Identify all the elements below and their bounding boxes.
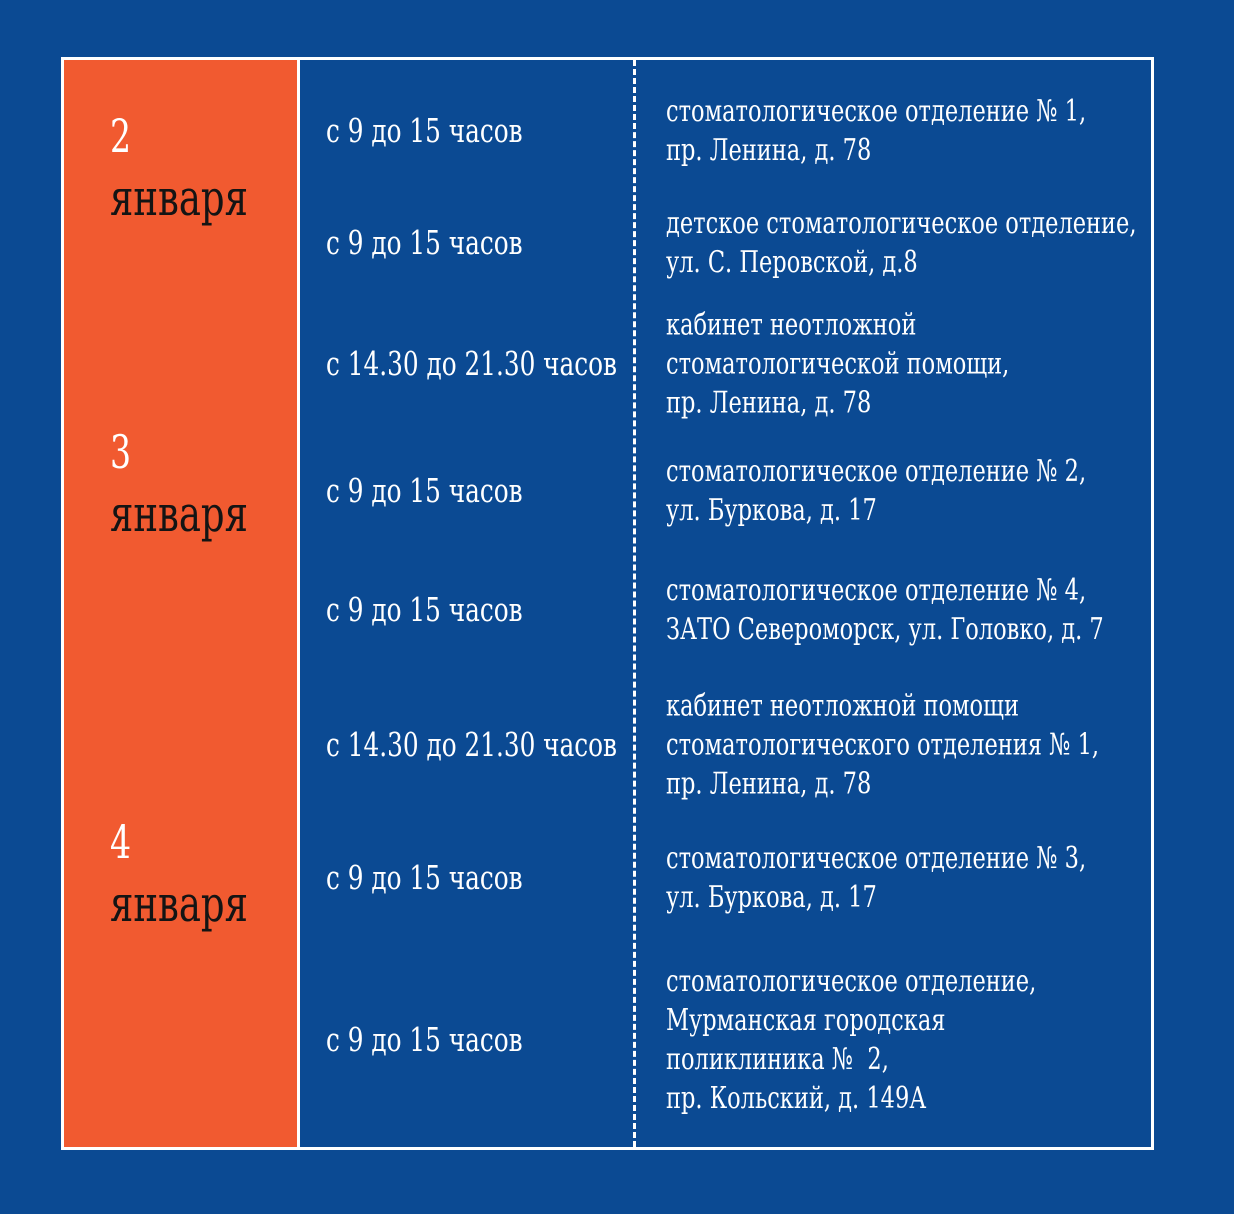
time-label: с 9 до 15 часов [326,590,523,629]
time-label: с 9 до 15 часов [326,111,523,150]
date-month: января [110,169,248,227]
time-label: с 9 до 15 часов [326,223,523,262]
place-label: стоматологическое отделение № 3, ул. Буркова, д. 17 [666,841,1087,915]
time-label: с 14.30 до 21.30 часов [326,725,617,764]
place-label: детское стоматологическое отделение, ул. С. Перовской, д.8 [666,206,1137,280]
date-block [110,420,296,544]
date-month: января [110,485,248,543]
date-block [110,104,296,228]
date-day: 2 [110,109,132,163]
date-day: 4 [110,815,132,869]
date-block [110,810,296,934]
place-label: стоматологическое отделение, Мурманская городская поликлиника № 2, пр. Кольский, д. 149А [666,964,1037,1116]
place-label: стоматологическое отделение № 4, ЗАТО Североморск, ул. Головко, д. 7 [666,573,1104,647]
date-column [64,60,300,1147]
time-label: с 14.30 до 21.30 часов [326,344,617,383]
place-label: стоматологическое отделение № 2, ул. Буркова, д. 17 [666,454,1087,528]
place-label: стоматологическое отделение № 1, пр. Ленина, д. 78 [666,94,1087,168]
time-label: с 9 до 15 часов [326,858,523,897]
time-label: с 9 до 15 часов [326,471,523,510]
place-label: кабинет неотложной помощи стоматологического отделения № 1, пр. Ленина, д. 78 [666,688,1100,802]
date-day: 3 [110,425,132,479]
time-label: с 9 до 15 часов [326,1020,523,1059]
date-month: января [110,875,248,933]
schedule-table [61,57,1154,1150]
dashed-divider [633,60,636,1147]
place-label: кабинет неотложной стоматологической помощи, пр. Ленина, д. 78 [666,307,1010,421]
